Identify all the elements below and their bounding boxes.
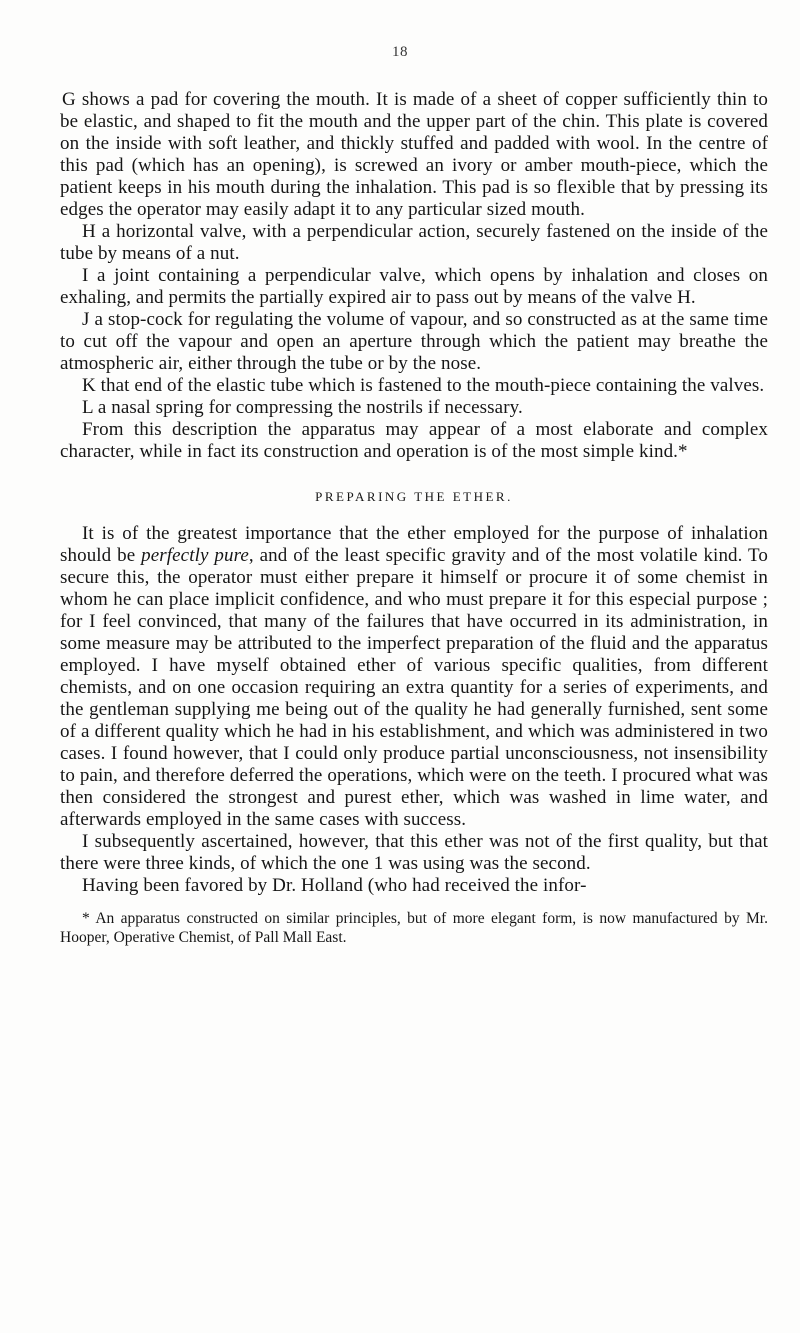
page-number: 18: [392, 44, 408, 60]
paragraph-dr-holland: Having been favored by Dr. Holland (who had received the infor-: [82, 875, 587, 896]
paragraph-description-summary: From this description the apparatus may appear of a most elaborate and complex character, while in fact its construction and operation is of the most simple kind.*: [60, 419, 768, 462]
ether-text-after: , and of the least specific gravity and of the most volatile kind. To secure this, the operator must either prepare it himself or procure it of some chemist in whom he can place implicit confidence, and who must prepare it for this especial purpose ; for I feel convinced, that many of the failures that have occurred in its administration, in some measure may be attributed to the imperfect preparation of the fluid and the apparatus employed. I have myself obtained ether of various specific qualities, from different chemists, and on one occasion requiring an extra quantity for a series of experiments, and the gentleman supplying me being out of the quality he had generally furnished, sent some of a different quality which he had in his establishment, and which was administered in two cases. I found however, that I could only produce partial unconsciousness, not insensibility to pain, and therefore deferred the operations, which were on the teeth. I procured what was then considered the strongest and purest ether, which was washed in lime water, and afterwards employed in the same cases with success.: [60, 545, 768, 830]
paragraph-tube-end-k: K that end of the elastic tube which is fastened to the mouth-piece containing the valves.: [82, 375, 765, 396]
paragraph-nasal-spring-l: L a nasal spring for compressing the nostrils if necessary.: [82, 397, 523, 418]
paragraph-joint-i: I a joint containing a perpendicular valve, which opens by inhalation and closes on exhaling, and permits the partially expired air to pass out by means of the valve H.: [60, 265, 768, 308]
ether-text-before: It is of the greatest importance that the ether employed for the purpose of inhalation should be: [60, 523, 768, 566]
paragraph-ether-quality: I subsequently ascertained, however, that this ether was not of the first quality, but that there were three kinds, of which the one 1 was using was the second.: [60, 831, 768, 874]
page-body: [60, 89, 768, 947]
paragraph-pad-g: G shows a pad for covering the mouth. It is made of a sheet of copper sufficiently thin to be elastic, and shaped to fit the mouth and the upper part of the chin. This plate is covered on the inside with soft leather, and thickly stuffed and padded with wool. In the centre of this pad (which has an opening), is screwed an ivory or amber mouth-piece, which the patient keeps in his mouth during the inhalation. This pad is so flexible that by pressing its edges the operator may easily adapt it to any particular sized mouth.: [60, 89, 768, 220]
paragraph-ether-importance: [60, 523, 768, 831]
footnote: * An apparatus constructed on similar principles, but of more elegant form, is now manufactured by Mr. Hooper, Operative Chemist, of Pall Mall East.: [60, 910, 768, 946]
ether-emphasis: perfectly pure: [141, 545, 249, 566]
section-heading: PREPARING THE ETHER.: [315, 489, 513, 504]
paragraph-valve-h: H a horizontal valve, with a perpendicular action, securely fastened on the inside of the tube by means of a nut.: [60, 221, 768, 264]
paragraph-stop-cock-j: J a stop-cock for regulating the volume of vapour, and so constructed as at the same time to cut off the vapour and open an aperture through which the patient may breathe the atmospheric air, either through the tube or by the nose.: [60, 309, 768, 374]
